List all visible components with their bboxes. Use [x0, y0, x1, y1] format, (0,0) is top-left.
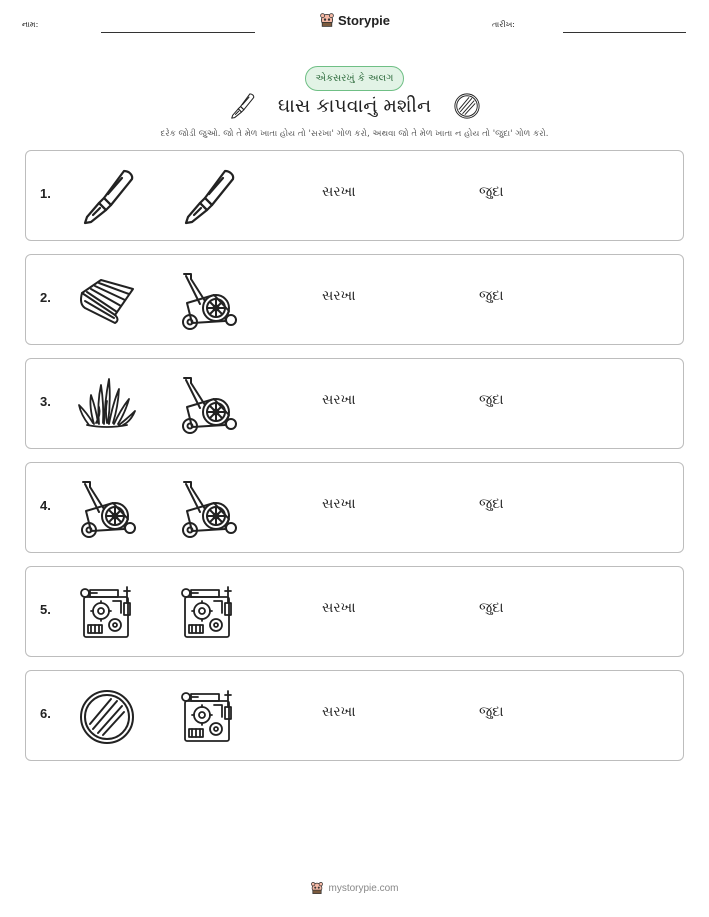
engine-icon [178, 583, 238, 643]
knife-icon [228, 92, 256, 120]
date-line[interactable] [563, 32, 686, 33]
name-label: નામ: [22, 20, 39, 29]
question-number: 6. [40, 706, 51, 721]
different-option[interactable]: જુદા [479, 184, 504, 200]
date-label: તારીખ: [492, 20, 515, 29]
knife-icon [178, 167, 238, 227]
question-row [25, 358, 684, 449]
different-option[interactable]: જુદા [479, 600, 504, 616]
footer [0, 880, 709, 899]
different-option[interactable]: જુદા [479, 496, 504, 512]
question-number: 2. [40, 290, 51, 305]
name-line[interactable] [101, 32, 255, 33]
same-option[interactable]: સરખા [322, 704, 356, 720]
different-option[interactable]: જુદા [479, 392, 504, 408]
same-option[interactable]: સરખા [322, 392, 356, 408]
question-row [25, 150, 684, 241]
towel-icon [77, 271, 137, 331]
same-option[interactable]: સરખા [322, 184, 356, 200]
question-number: 4. [40, 498, 51, 513]
question-row [25, 462, 684, 553]
blade-icon [77, 687, 137, 747]
brand [0, 12, 709, 32]
question-row [25, 670, 684, 761]
different-option[interactable]: જુદા [479, 704, 504, 720]
blade-icon [453, 92, 481, 120]
question-number: 3. [40, 394, 51, 409]
worksheet-type-badge: એકસરખું કે અલગ [305, 66, 404, 91]
instructions: દરેક જોડી જુઓ. જો તે મેળ ખાતા હોય તો 'સરખા' ગોળ કરો, અથવા જો તે મેળ ખાતા ન હોય તો 'જુદા' ગોળ કરો. [160, 129, 549, 139]
question-number: 5. [40, 602, 51, 617]
same-option[interactable]: સરખા [322, 496, 356, 512]
title-row [0, 92, 709, 120]
lawn-mower-icon [178, 375, 238, 435]
storypie-logo-icon [310, 881, 324, 895]
engine-icon [178, 687, 238, 747]
question-number: 1. [40, 186, 51, 201]
question-row [25, 254, 684, 345]
engine-icon [77, 583, 137, 643]
same-option[interactable]: સરખા [322, 600, 356, 616]
footer-url[interactable]: mystorypie.com [328, 882, 399, 894]
question-row [25, 566, 684, 657]
brand-name: Storypie [337, 12, 390, 28]
page-title: ઘાસ કાપવાનું મશીન [277, 95, 432, 117]
lawn-mower-icon [178, 271, 238, 331]
storypie-logo-icon [319, 12, 335, 28]
different-option[interactable]: જુદા [479, 288, 504, 304]
grass-icon [77, 375, 137, 435]
knife-icon [77, 167, 137, 227]
lawn-mower-icon [77, 479, 137, 539]
lawn-mower-icon [178, 479, 238, 539]
same-option[interactable]: સરખા [322, 288, 356, 304]
